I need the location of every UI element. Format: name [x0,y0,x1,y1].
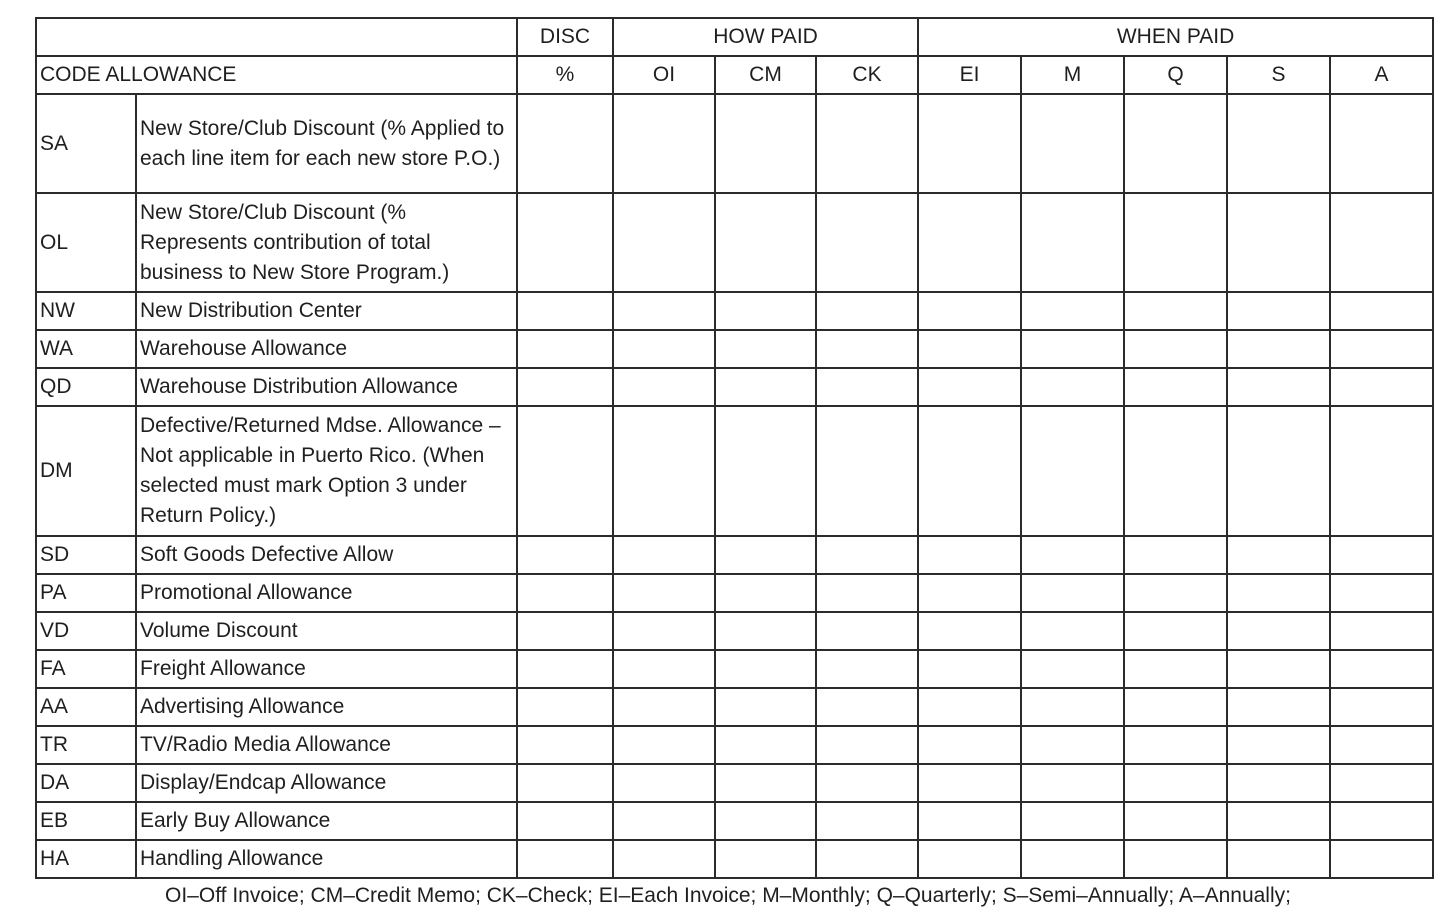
cell-cm[interactable] [715,726,816,764]
cell-a[interactable] [1330,840,1433,878]
cell-s[interactable] [1227,612,1330,650]
cell-cm[interactable] [715,536,816,574]
cell-m[interactable] [1021,292,1124,330]
cell-ei[interactable] [918,406,1021,536]
header-ei: EI [918,56,1021,94]
cell-q[interactable] [1124,330,1227,368]
cell-a[interactable] [1330,330,1433,368]
cell-oi[interactable] [613,406,715,536]
cell-a[interactable] [1330,650,1433,688]
cell-disc-percent[interactable] [517,330,613,368]
header-ck: CK [816,56,918,94]
cell-cm[interactable] [715,802,816,840]
cell-ei[interactable] [918,574,1021,612]
cell-cm[interactable] [715,650,816,688]
cell-oi[interactable] [613,193,715,292]
cell-disc-percent[interactable] [517,193,613,292]
row-description: New Store/Club Discount (% Represents contribution of total business to New Store Program.) [136,193,517,292]
cell-cm[interactable] [715,840,816,878]
cell-s[interactable] [1227,764,1330,802]
row-code: HA [36,840,136,878]
cell-oi[interactable] [613,94,715,193]
row-code: FA [36,650,136,688]
header-blank-cell [36,18,517,56]
cell-a[interactable] [1330,368,1433,406]
row-code: QD [36,368,136,406]
cell-q[interactable] [1124,802,1227,840]
cell-disc-percent[interactable] [517,764,613,802]
cell-ck[interactable] [816,612,918,650]
cell-ck[interactable] [816,650,918,688]
cell-cm[interactable] [715,612,816,650]
cell-disc-percent[interactable] [517,94,613,193]
row-description: Warehouse Distribution Allowance [136,368,517,406]
cell-s[interactable] [1227,406,1330,536]
header-row-columns [36,56,1433,94]
cell-ck[interactable] [816,802,918,840]
cell-m[interactable] [1021,726,1124,764]
cell-oi[interactable] [613,802,715,840]
cell-ei[interactable] [918,764,1021,802]
cell-a[interactable] [1330,688,1433,726]
cell-s[interactable] [1227,574,1330,612]
cell-a[interactable] [1330,406,1433,536]
row-description: Handling Allowance [136,840,517,878]
cell-s[interactable] [1227,650,1330,688]
cell-ck[interactable] [816,574,918,612]
cell-a[interactable] [1330,193,1433,292]
header-cm: CM [715,56,816,94]
cell-s[interactable] [1227,840,1330,878]
cell-m[interactable] [1021,536,1124,574]
row-description: Defective/Returned Mdse. Allowance – Not applicable in Puerto Rico. (When selected must mark Option 3 under Return Policy.) [136,406,517,536]
row-description: Warehouse Allowance [136,330,517,368]
row-description: Early Buy Allowance [136,802,517,840]
table-row [36,802,1433,840]
row-code: VD [36,612,136,650]
cell-disc-percent[interactable] [517,840,613,878]
table-row [36,612,1433,650]
cell-oi[interactable] [613,840,715,878]
cell-oi[interactable] [613,536,715,574]
header-percent: % [517,56,613,94]
cell-ck[interactable] [816,764,918,802]
cell-cm[interactable] [715,94,816,193]
cell-s[interactable] [1227,726,1330,764]
cell-ei[interactable] [918,650,1021,688]
row-description: Display/Endcap Allowance [136,764,517,802]
cell-ei[interactable] [918,802,1021,840]
cell-s[interactable] [1227,94,1330,193]
cell-q[interactable] [1124,574,1227,612]
table-row [36,368,1433,406]
cell-disc-percent[interactable] [517,802,613,840]
row-code: SA [36,94,136,193]
cell-oi[interactable] [613,764,715,802]
cell-ei[interactable] [918,840,1021,878]
cell-oi[interactable] [613,612,715,650]
cell-q[interactable] [1124,726,1227,764]
cell-q[interactable] [1124,688,1227,726]
cell-a[interactable] [1330,292,1433,330]
cell-oi[interactable] [613,292,715,330]
table-row [36,688,1433,726]
cell-disc-percent[interactable] [517,650,613,688]
cell-a[interactable] [1330,802,1433,840]
cell-m[interactable] [1021,650,1124,688]
cell-a[interactable] [1330,536,1433,574]
cell-ei[interactable] [918,368,1021,406]
row-code: EB [36,802,136,840]
cell-m[interactable] [1021,802,1124,840]
cell-disc-percent[interactable] [517,536,613,574]
cell-ck[interactable] [816,406,918,536]
cell-a[interactable] [1330,94,1433,193]
cell-m[interactable] [1021,406,1124,536]
table-row [36,94,1433,193]
cell-oi[interactable] [613,650,715,688]
cell-ei[interactable] [918,612,1021,650]
cell-cm[interactable] [715,330,816,368]
header-code-allowance: CODE ALLOWANCE [36,56,517,94]
table-row [36,536,1433,574]
cell-a[interactable] [1330,574,1433,612]
row-description: Advertising Allowance [136,688,517,726]
cell-disc-percent[interactable] [517,688,613,726]
row-code: PA [36,574,136,612]
table-row [36,840,1433,878]
row-description: New Store/Club Discount (% Applied to each line item for each new store P.O.) [136,94,517,193]
table-row [36,726,1433,764]
cell-disc-percent[interactable] [517,574,613,612]
cell-ei[interactable] [918,292,1021,330]
cell-oi[interactable] [613,330,715,368]
cell-ck[interactable] [816,330,918,368]
cell-q[interactable] [1124,536,1227,574]
cell-s[interactable] [1227,688,1330,726]
table-row [36,292,1433,330]
cell-ei[interactable] [918,688,1021,726]
row-code: WA [36,330,136,368]
cell-m[interactable] [1021,574,1124,612]
header-oi: OI [613,56,715,94]
cell-ei[interactable] [918,94,1021,193]
header-disc: DISC [517,18,613,56]
cell-ei[interactable] [918,536,1021,574]
cell-cm[interactable] [715,764,816,802]
cell-m[interactable] [1021,840,1124,878]
cell-q[interactable] [1124,94,1227,193]
row-description: New Distribution Center [136,292,517,330]
row-description: Freight Allowance [136,650,517,688]
cell-disc-percent[interactable] [517,368,613,406]
cell-s[interactable] [1227,536,1330,574]
cell-q[interactable] [1124,650,1227,688]
table-row [36,574,1433,612]
row-code: SD [36,536,136,574]
cell-q[interactable] [1124,292,1227,330]
table-row [36,650,1433,688]
row-code: TR [36,726,136,764]
cell-ck[interactable] [816,840,918,878]
allowance-table [35,17,1434,879]
cell-ck[interactable] [816,292,918,330]
cell-oi[interactable] [613,726,715,764]
cell-disc-percent[interactable] [517,612,613,650]
header-how-paid: HOW PAID [613,18,918,56]
header-row-groups [36,18,1433,56]
cell-q[interactable] [1124,406,1227,536]
cell-q[interactable] [1124,193,1227,292]
row-code: DM [36,406,136,536]
cell-m[interactable] [1021,688,1124,726]
row-code: DA [36,764,136,802]
row-description: Promotional Allowance [136,574,517,612]
row-code: AA [36,688,136,726]
cell-cm[interactable] [715,368,816,406]
cell-a[interactable] [1330,726,1433,764]
cell-cm[interactable] [715,292,816,330]
cell-disc-percent[interactable] [517,406,613,536]
cell-m[interactable] [1021,94,1124,193]
cell-ei[interactable] [918,330,1021,368]
cell-m[interactable] [1021,368,1124,406]
cell-q[interactable] [1124,612,1227,650]
table-row [36,193,1433,292]
cell-q[interactable] [1124,840,1227,878]
cell-q[interactable] [1124,368,1227,406]
header-when-paid: WHEN PAID [918,18,1433,56]
table-row [36,330,1433,368]
cell-a[interactable] [1330,612,1433,650]
table-row [36,764,1433,802]
cell-disc-percent[interactable] [517,292,613,330]
cell-ck[interactable] [816,94,918,193]
cell-disc-percent[interactable] [517,726,613,764]
cell-ck[interactable] [816,536,918,574]
cell-m[interactable] [1021,764,1124,802]
cell-s[interactable] [1227,368,1330,406]
cell-s[interactable] [1227,292,1330,330]
cell-a[interactable] [1330,764,1433,802]
cell-ck[interactable] [816,726,918,764]
header-a: A [1330,56,1433,94]
header-m: M [1021,56,1124,94]
header-s: S [1227,56,1330,94]
cell-ei[interactable] [918,193,1021,292]
header-q: Q [1124,56,1227,94]
table-row [36,406,1433,536]
row-description: Soft Goods Defective Allow [136,536,517,574]
cell-cm[interactable] [715,688,816,726]
cell-oi[interactable] [613,688,715,726]
cell-oi[interactable] [613,368,715,406]
cell-ck[interactable] [816,368,918,406]
cell-s[interactable] [1227,193,1330,292]
row-description: Volume Discount [136,612,517,650]
cell-m[interactable] [1021,193,1124,292]
table-body [36,94,1433,878]
cell-q[interactable] [1124,764,1227,802]
row-code: NW [36,292,136,330]
cell-cm[interactable] [715,406,816,536]
cell-cm[interactable] [715,574,816,612]
cell-s[interactable] [1227,802,1330,840]
cell-ck[interactable] [816,688,918,726]
cell-s[interactable] [1227,330,1330,368]
cell-m[interactable] [1021,330,1124,368]
cell-ck[interactable] [816,193,918,292]
cell-oi[interactable] [613,574,715,612]
cell-cm[interactable] [715,193,816,292]
row-code: OL [36,193,136,292]
legend: OI–Off Invoice; CM–Credit Memo; CK–Check; EI–Each Invoice; M–Monthly; Q–Quarterly; S–Semi–Annually; A–Annually; [165,884,1291,907]
cell-m[interactable] [1021,612,1124,650]
row-description: TV/Radio Media Allowance [136,726,517,764]
cell-ei[interactable] [918,726,1021,764]
